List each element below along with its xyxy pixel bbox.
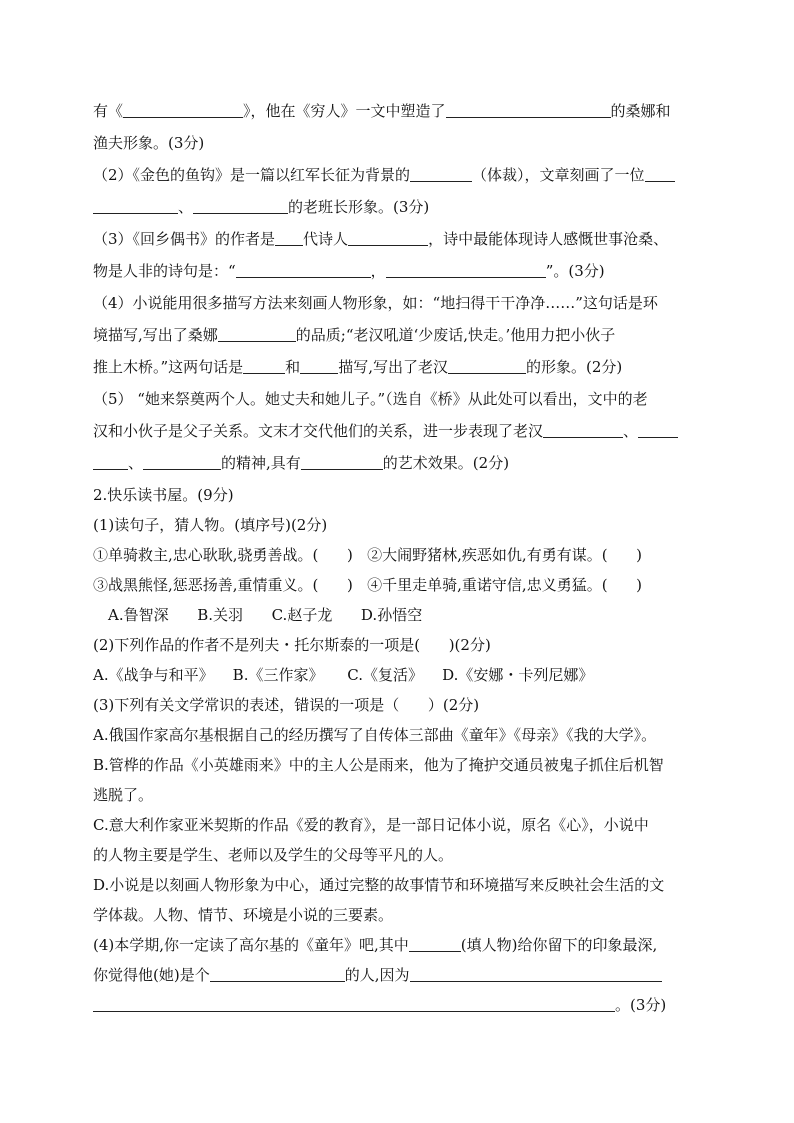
text: 的形象。(2分) (525, 358, 623, 376)
blank-field[interactable] (218, 324, 296, 342)
s2-q3-prompt (93, 691, 479, 719)
blank-field[interactable] (300, 356, 338, 374)
blank-field[interactable] (93, 452, 128, 470)
text: D.小说是以刻画人物形象为中心，通过完整的故事情节和环境描写来反映社会生活的文 (93, 876, 665, 894)
blank-field[interactable] (348, 228, 428, 246)
text: 学体裁。人物、情节、环境是小说的三要素。 (93, 906, 394, 924)
q5-line-2 (93, 417, 678, 445)
text: (1)读句子，猜人物。(填序号)(2分) (93, 516, 328, 534)
text: A.俄国作家高尔基根据自己的经历撰写了自传体三部曲《童年》《母亲》《我的大学》。 (93, 726, 657, 744)
blank-field[interactable] (243, 356, 285, 374)
s2-q1-row-2 (93, 571, 642, 599)
s2-q1-options (108, 601, 422, 629)
s2-q2-prompt (93, 631, 491, 659)
s2-q3-option-c-1 (93, 811, 649, 839)
text: A.鲁智深 B.关羽 C.赵子龙 D.孙悟空 (108, 606, 423, 624)
text: （3）《回乡偶书》的作者是 (93, 230, 276, 248)
s2-q3-option-d-2 (93, 901, 393, 929)
text: 你觉得他(她)是个 (93, 966, 210, 984)
text: 逃脱了。 (93, 786, 154, 804)
blank-field[interactable] (645, 164, 675, 182)
text: A.《战争与和平》 B.《三作家》 C.《复活》 D.《安娜・卡列尼娜》 (93, 666, 594, 684)
blank-field[interactable] (446, 100, 611, 118)
text: 的品质;“老汉吼道‘少废话,快走。’他用力把小伙子 (295, 326, 616, 344)
text: 描写,写出了老汉 (338, 358, 448, 376)
text: （2）《金色的鱼钩》是一篇以红军长征为背景的 (93, 166, 411, 184)
s2-q2-options (93, 661, 593, 689)
s2-q3-option-d-1 (93, 871, 664, 899)
text: 的艺术效果。(2分) (382, 454, 510, 472)
blank-field[interactable] (410, 164, 472, 182)
text: 的桑娜和 (610, 102, 671, 120)
q4-line-2 (93, 321, 615, 349)
text: (2)下列作品的作者不是列夫・托尔斯泰的一项是( )(2分) (93, 636, 491, 654)
blank-field[interactable] (386, 260, 546, 278)
text: 、 (128, 454, 144, 472)
text: （4）小说能用很多描写方法来刻画人物形象，如：“地扫得干干净净……”这句话是环 (93, 294, 658, 312)
blank-field[interactable] (448, 356, 526, 374)
blank-field[interactable] (193, 196, 288, 214)
text: 渔夫形象。(3分) (93, 134, 205, 152)
text: 的精神,具有 (221, 454, 301, 472)
text: ”。(3分) (545, 262, 605, 280)
blank-field[interactable] (543, 420, 623, 438)
blank-field[interactable] (210, 964, 345, 982)
q1-line-1 (93, 97, 671, 125)
text: B.管桦的作品《小英雄雨来》中的主人公是雨来，他为了掩护交通员被鬼子抓住后机智 (93, 756, 664, 774)
text: （体裁），文章刻画了一位 (472, 166, 645, 184)
text: 推上木桥。”这两句话是 (93, 358, 244, 376)
blank-field[interactable] (410, 964, 662, 982)
q2-line-1 (93, 161, 675, 189)
blank-field[interactable] (301, 452, 383, 470)
blank-field[interactable] (409, 934, 461, 952)
section-2-heading (93, 481, 234, 509)
text: ③战黑熊怪,惩恶扬善,重情重义。( ) ④千里走单骑,重诺守信,忠义勇猛。( ) (93, 576, 643, 594)
text: (填人物)给你留下的印象最深, (460, 936, 658, 954)
text: 境描写,写出了桑娜 (93, 326, 218, 344)
q4-line-1 (93, 289, 658, 317)
text: 。(3分) (615, 996, 667, 1014)
text: 》，他在《穷人》一文中塑造了 (243, 102, 446, 120)
text: 、 (623, 422, 639, 440)
text: 代诗人 (303, 230, 349, 248)
text: 、 (178, 198, 194, 216)
text: ，诗中最能体现诗人感慨世事沧桑、 (428, 230, 669, 248)
blank-field[interactable] (275, 228, 303, 246)
text: 的老班长形象。(3分) (288, 198, 430, 216)
q5-line-3 (93, 449, 509, 477)
q2-line-2 (93, 193, 429, 221)
text: ①单骑救主,忠心耿耿,骁勇善战。( ) ②大闹野猪林,疾恶如仇,有勇有谋。( ) (93, 546, 643, 564)
text: C.意大利作家亚米契斯的作品《爱的教育》，是一部日记体小说，原名《心》，小说中 (93, 816, 649, 834)
text: 的人,因为 (344, 966, 410, 984)
s2-q3-option-a (93, 721, 656, 749)
s2-q3-option-b-2 (93, 781, 153, 809)
text: 物是人非的诗句是：“ (93, 262, 236, 280)
blank-field[interactable] (236, 260, 371, 278)
q3-line-2 (93, 257, 605, 285)
text: ， (370, 262, 386, 280)
text: (4)本学期,你一定读了高尔基的《童年》吧,其中 (93, 936, 409, 954)
text: （5） “她来祭奠两个人。她丈夫和她儿子。”（选自《桥》从此处可以看出，文中的老 (93, 390, 648, 408)
text: (3)下列有关文学常识的表述，错误的一项是（ ）(2分) (93, 696, 480, 714)
s2-q4-line-2 (93, 961, 662, 989)
text: 2.快乐读书屋。(9分) (93, 486, 234, 504)
s2-q3-option-b-1 (93, 751, 664, 779)
q3-line-1 (93, 225, 668, 253)
blank-field[interactable] (123, 100, 243, 118)
s2-q1-row-1 (93, 541, 642, 569)
blank-field[interactable] (638, 420, 678, 438)
q4-line-3 (93, 353, 622, 381)
s2-q1-prompt (93, 511, 327, 539)
blank-field[interactable] (143, 452, 221, 470)
text: 的人物主要是学生、老师以及学生的父母等平凡的人。 (93, 846, 454, 864)
s2-q4-line-3 (93, 991, 666, 1019)
q1-line-2 (93, 129, 204, 157)
blank-field[interactable] (93, 994, 615, 1012)
q5-line-1 (93, 385, 648, 413)
text: 和 (285, 358, 301, 376)
s2-q3-option-c-2 (93, 841, 453, 869)
text: 有《 (93, 102, 124, 120)
blank-field[interactable] (93, 196, 178, 214)
text: 汉和小伙子是父子关系。文末才交代他们的关系，进一步表现了老汉 (93, 422, 544, 440)
s2-q4-line-1 (93, 931, 657, 959)
